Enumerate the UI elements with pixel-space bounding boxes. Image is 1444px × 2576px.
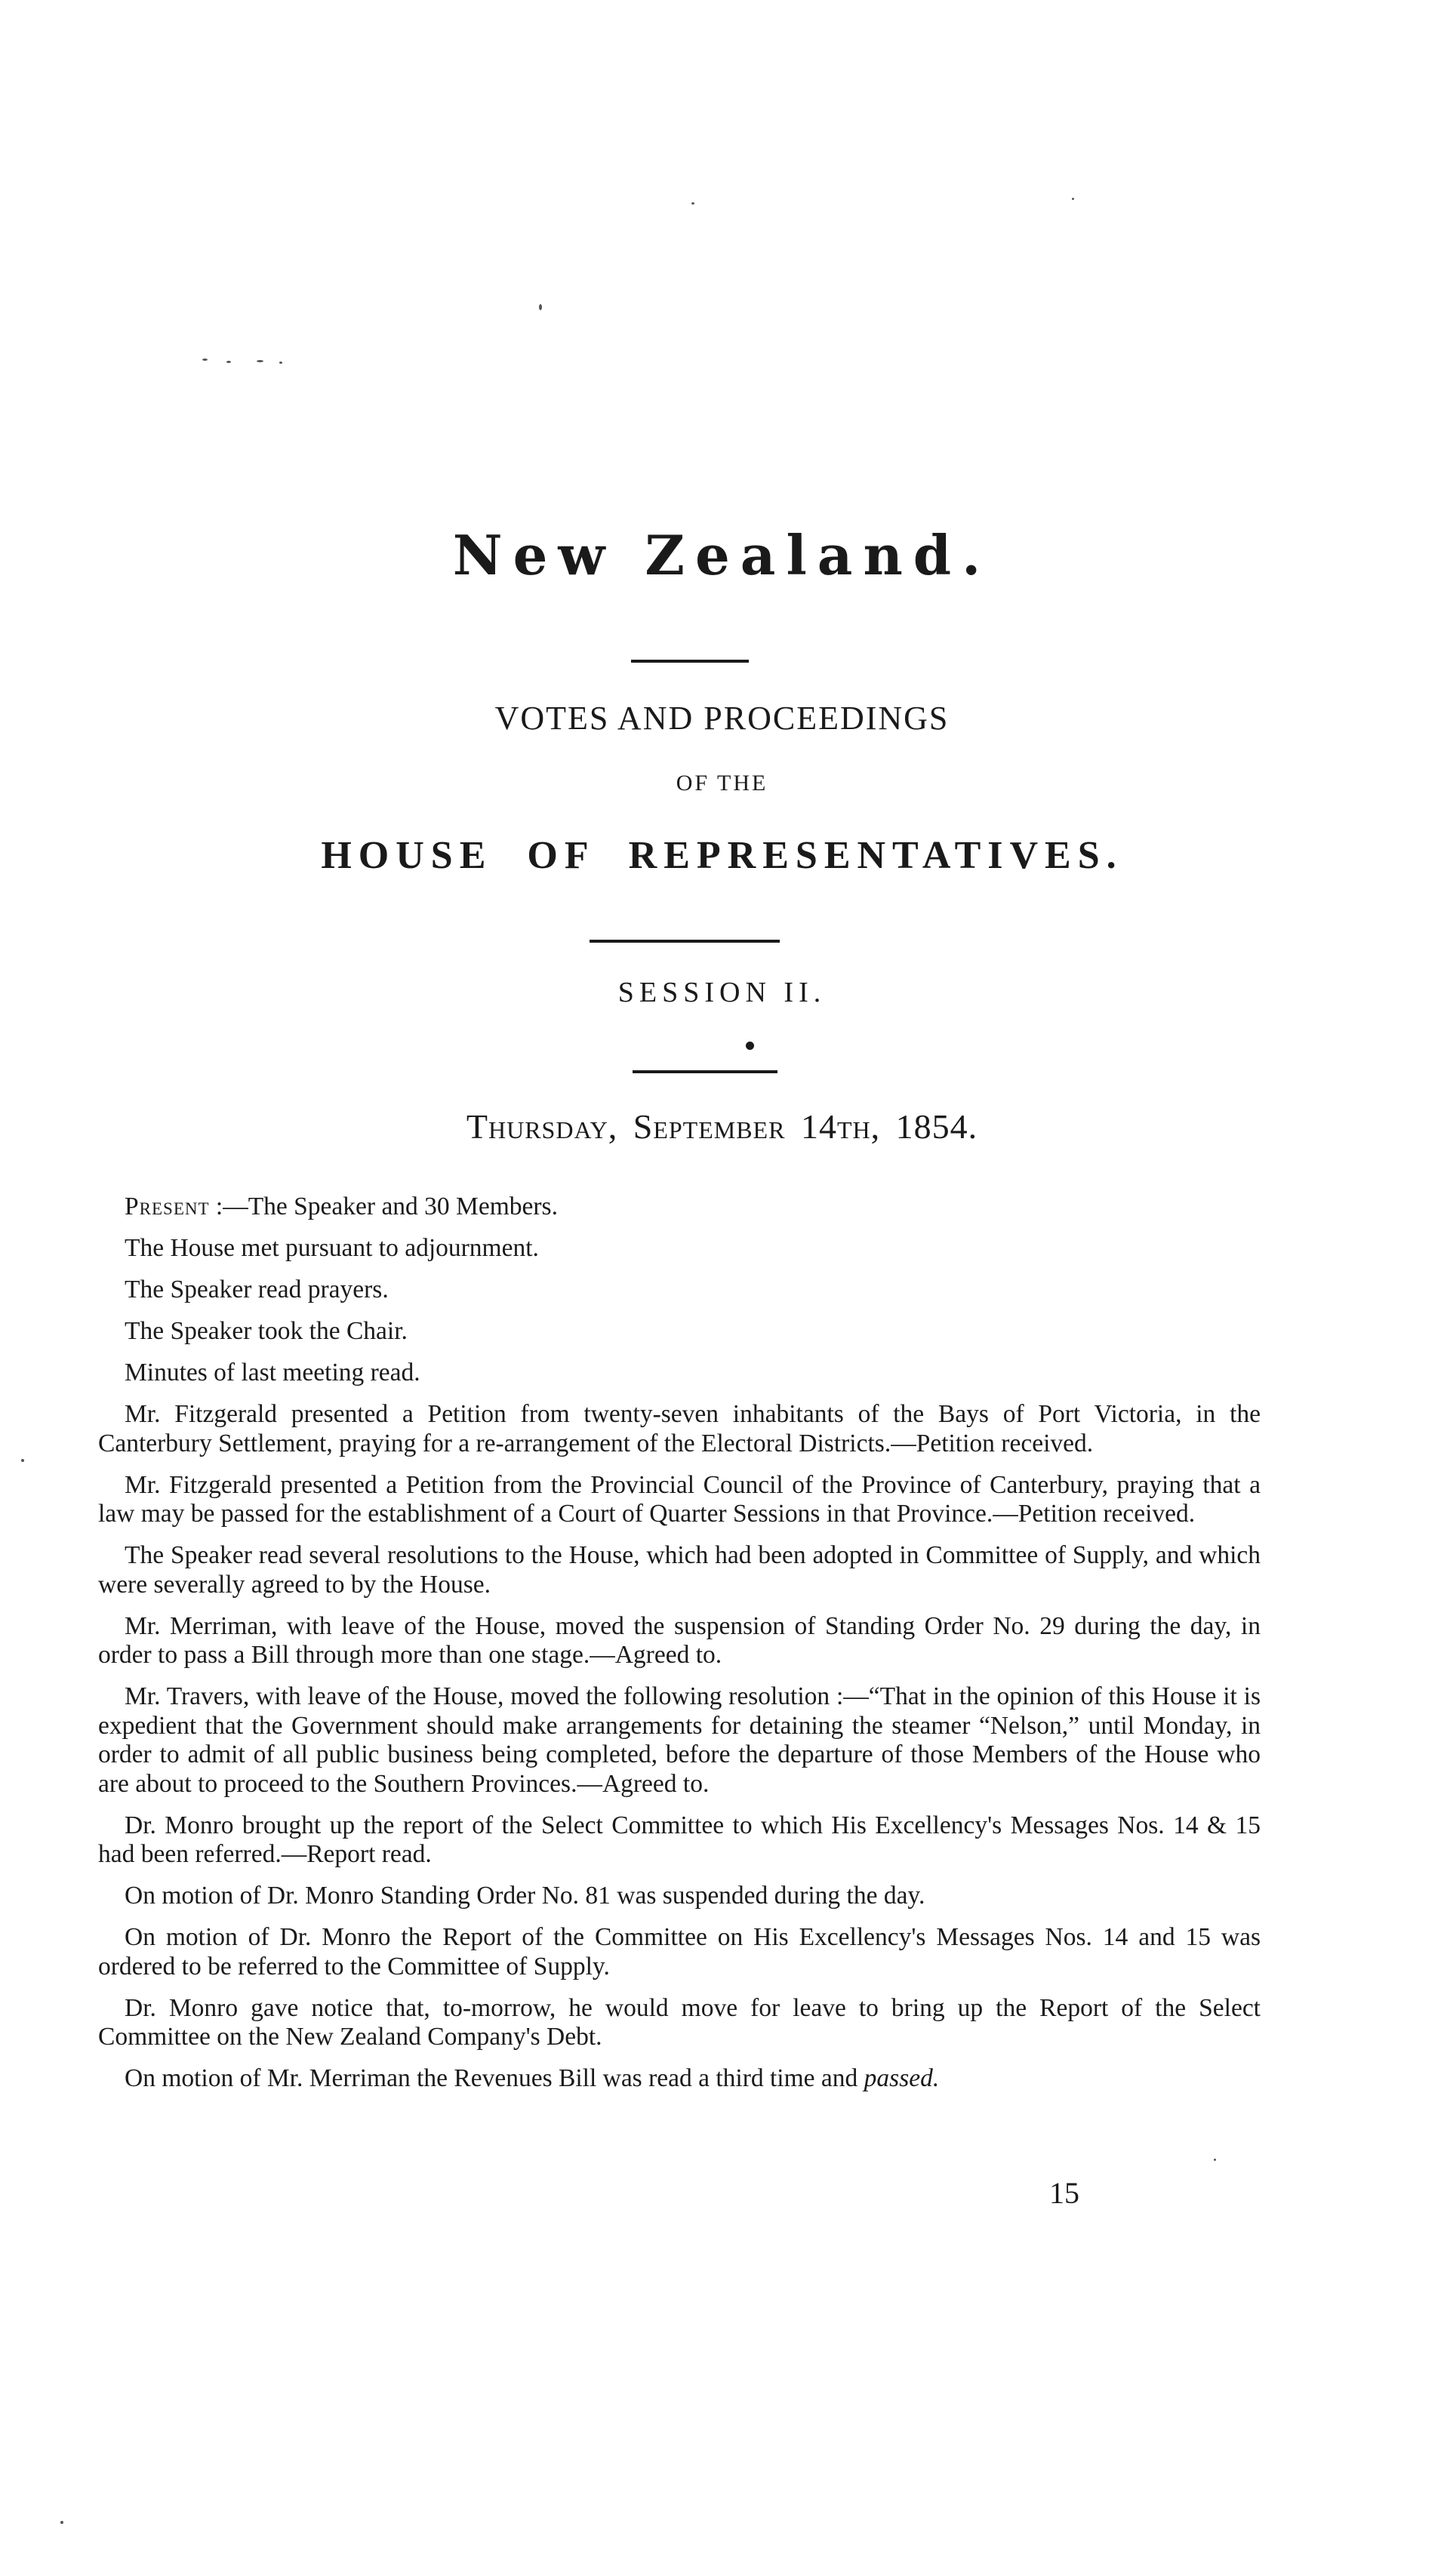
scan-speck (539, 304, 542, 310)
proceeding-item: On motion of Dr. Monro the Report of the Committee on His Excellency's Messages Nos. 14 and 15 was ordered to be referred to the Committee of Supply. (98, 1923, 1261, 1980)
proceeding-item: Mr. Travers, with leave of the House, moved the following resolution :—“That in the opinion of this House it is expedient that the Government should make arrangements for detaining the steamer “Nelson,” until Monday, in order to admit of all public business being completed, before the departure of those Members of the House who are about to proceed to the Southern Provinces.—Agreed to. (98, 1682, 1261, 1798)
title-rule-2 (590, 940, 780, 943)
session-rule (633, 1070, 777, 1073)
last-item-text: On motion of Mr. Merriman the Revenues Bill was read a third time and (125, 2064, 864, 2092)
document-title: VOTES AND PROCEEDINGS (494, 700, 950, 737)
scan-speck (691, 202, 694, 205)
date-day-year: 14th, 1854. (800, 1107, 978, 1146)
proceeding-item: Mr. Fitzgerald presented a Petition from the Provincial Council of the Province of Canterbury, praying that a law may be passed for the establishment of a Court of Quarter Sessions in that Province.—Petition received. (98, 1470, 1261, 1528)
proceeding-item: On motion of Dr. Monro Standing Order No. 81 was suspended during the day. (125, 1882, 925, 1910)
present-label: Present (125, 1193, 210, 1220)
sitting-date (0, 1109, 1444, 1144)
scan-speck (279, 362, 282, 364)
scan-speck (1072, 198, 1074, 200)
document-subtitle-of-the: OF THE (676, 771, 768, 796)
page-number: 15 (1049, 2176, 1079, 2210)
scan-speck (21, 1459, 24, 1462)
date-weekday: Thursday, (466, 1107, 618, 1146)
proceeding-item: Mr. Fitzgerald presented a Petition from twenty-seven inhabitants of the Bays of Port Victoria, in the Canterbury Settlement, praying for a re-arrangement of the Electoral Districts.—Petition received. (98, 1400, 1261, 1457)
present-text: :—The Speaker and 30 Members. (209, 1193, 558, 1220)
session-heading: SESSION II. (617, 977, 827, 1008)
scan-speck (202, 359, 208, 361)
scan-speck (1214, 2159, 1216, 2161)
ornament-dot (746, 1042, 754, 1050)
document-house-title: HOUSE OF REPRESENTATIVES. (321, 834, 1123, 877)
last-item-italic: passed. (864, 2064, 940, 2092)
proceeding-item: Mr. Merriman, with leave of the House, moved the suspension of Standing Order No. 29 during the day, in order to pass a Bill through more than one stage.—Agreed to. (98, 1611, 1261, 1669)
masthead-title: New Zealand. (452, 523, 992, 587)
proceeding-item: The Speaker took the Chair. (125, 1317, 408, 1345)
date-month: September (633, 1107, 786, 1146)
proceeding-item: Minutes of last meeting read. (125, 1359, 420, 1386)
title-rule-1 (631, 660, 749, 663)
scan-speck (60, 2521, 63, 2524)
proceeding-item: Dr. Monro gave notice that, to-morrow, he would move for leave to bring up the Report of the Select Committee on the New Zealand Company's Debt. (98, 1993, 1261, 2051)
proceeding-item: The Speaker read prayers. (125, 1276, 389, 1303)
present-line (98, 1193, 1261, 1222)
scan-speck (226, 361, 231, 363)
scan-speck (257, 360, 263, 362)
proceeding-item: Dr. Monro brought up the report of the Select Committee to which His Excellency's Messages Nos. 14 & 15 had been referred.—Report read. (98, 1811, 1261, 1868)
proceeding-item-last (98, 2064, 1261, 2094)
proceeding-item: The Speaker read several resolutions to the House, which had been adopted in Committee of Supply, and which were severally agreed to by the House. (98, 1541, 1261, 1599)
proceedings-body (98, 1193, 1261, 2106)
proceeding-item: The House met pursuant to adjournment. (125, 1234, 539, 1262)
